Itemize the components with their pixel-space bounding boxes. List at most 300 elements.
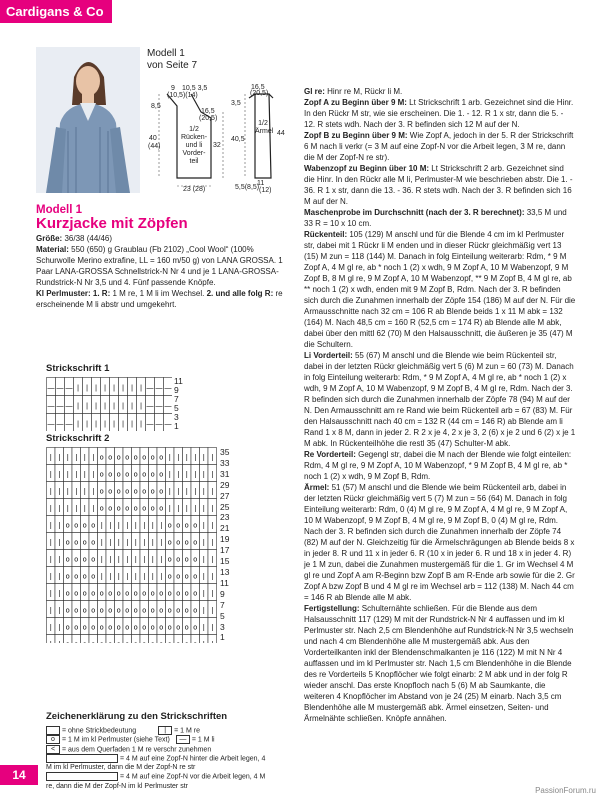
grid-symbol: | [185, 505, 188, 513]
grid-symbol: | [49, 590, 52, 598]
grid-symbol: | [202, 556, 205, 564]
grid-symbol: | [58, 471, 61, 479]
grid-symbol: | [211, 505, 214, 513]
grid-symbol: o [150, 607, 155, 615]
legend-item-5 [46, 754, 266, 772]
grid-symbol: o [159, 505, 164, 513]
row-number: 31 [220, 468, 230, 479]
instruction-heading: Fertigstellung: [304, 604, 360, 613]
grid-symbol: o [159, 488, 164, 496]
instruction-heading: Wabenzopf zu Beginn über 10 M: [304, 164, 430, 173]
instruction-heading: Maschenprobe im Durchschnitt (nach der 3. R berechnet): [304, 208, 525, 217]
section-header: Cardigans & Co [0, 0, 112, 23]
grid-symbol: o [65, 522, 70, 530]
grid-symbol [50, 641, 52, 643]
grid-symbol: o [142, 590, 147, 598]
grid-symbol: o [65, 573, 70, 581]
instruction-paragraph [304, 130, 576, 163]
grid-symbol: o [91, 607, 96, 615]
grid-symbol: o [184, 522, 189, 530]
grid-symbol: | [58, 624, 61, 632]
material-value: 550 (650) g Graublau (Fb 2102) „Cool Wool“ (100% Schurwolle Merino extrafine, LL = 160 m/50 g) von LANA GROSSA. 1 Paar LANA-GROSSA Schnellstrick-N Nr 4 und je 1 LANA-GROSSA-Rundstrick-N Nr 3,5 und 4. Fünf passende Knöpfe. [36, 245, 283, 287]
grid-symbol: | [211, 624, 214, 632]
instruction-text: Lt Strickschrift 1 arb. Gezeichnet sind die Hinr. In den Rückr M str, wie sie erscheinen. Die 1. - 12. R 1 x str, dann die 5. - 12. R stets wdh. Nach der 3. R befinden sich 12 M auf der N. [304, 98, 574, 129]
grid-symbol: | [95, 385, 97, 393]
schem-front-side2: (44) [148, 143, 161, 150]
model-photo [36, 47, 140, 193]
schem-sleeve-b1: 5,5(8,5) [235, 184, 260, 191]
grid-symbol: | [49, 505, 52, 513]
grid-symbol: o [184, 556, 189, 564]
grid-symbol [100, 641, 104, 643]
grid-symbol: | [100, 556, 103, 564]
grid-symbol: — [65, 385, 73, 393]
grid-symbol [142, 641, 146, 643]
perl-paragraph [36, 288, 284, 310]
grid-symbol: o [116, 607, 121, 615]
grid-symbol: — [155, 385, 163, 393]
schem-front-label3: und li [185, 142, 203, 149]
grid-symbol: | [66, 505, 69, 513]
material-label: Material: [36, 245, 69, 254]
schem-sleeve-b2: 11 [257, 180, 265, 187]
grid-symbol: | [122, 403, 124, 411]
grid-symbol: | [160, 522, 163, 530]
grid-symbol: | [49, 488, 52, 496]
grid-symbol: | [202, 539, 205, 547]
grid-symbol: o [167, 573, 172, 581]
left-column-text [36, 233, 284, 310]
grid-symbol: | [131, 403, 133, 411]
grid-symbol: o [167, 556, 172, 564]
grid-symbol [168, 641, 172, 643]
grid-symbol: — [155, 403, 163, 411]
grid-symbol: | [202, 505, 205, 513]
row-number: 1 [174, 421, 179, 431]
grid-symbol: | [92, 454, 95, 462]
grid-symbol: o [176, 624, 181, 632]
grid-symbol: o [159, 590, 164, 598]
grid-symbol: | [202, 471, 205, 479]
legend-item-6 [46, 772, 266, 790]
grid-symbol [151, 641, 155, 643]
grid-symbol: o [133, 607, 138, 615]
grid-symbol: | [126, 522, 129, 530]
legend-text-2: = 1 M im kl Perlmuster (siehe Text) [62, 736, 170, 744]
grid-symbol: — [56, 403, 64, 411]
grid-symbol: | [49, 573, 52, 581]
grid-symbol: | [66, 488, 69, 496]
perl-label: Kl Perlmuster: 1. R: [36, 289, 111, 298]
grid-symbol: o [167, 590, 172, 598]
grid-symbol: o [82, 624, 87, 632]
grid-symbol: o [91, 556, 96, 564]
grid-symbol: | [185, 471, 188, 479]
row-number: 5 [220, 610, 225, 621]
grid-symbol: o [91, 522, 96, 530]
grid-symbol: | [194, 471, 197, 479]
grid-symbol: | [177, 471, 180, 479]
grid-symbol: o [65, 590, 70, 598]
grid-symbol: — [146, 385, 154, 393]
grid-symbol: o [116, 471, 121, 479]
grid-symbol: | [151, 573, 154, 581]
instruction-paragraph [304, 86, 576, 97]
grid-symbol: — [164, 403, 172, 411]
row-number: 17 [220, 545, 230, 556]
grid-symbol [134, 641, 138, 643]
row-number: 7 [220, 599, 225, 610]
grid-symbol: o [159, 471, 164, 479]
grid-symbol: o [167, 607, 172, 615]
grid-symbol: o [99, 624, 104, 632]
grid-symbol: — [146, 421, 154, 429]
grid-symbol: o [65, 556, 70, 564]
instruction-heading: Li Vorderteil: [304, 351, 353, 360]
grid-symbol [125, 641, 129, 643]
legend-sym-1: | [158, 726, 172, 735]
schem-sleeve-label2: Ärmel [255, 128, 274, 135]
instruction-heading: Ärmel: [304, 483, 330, 492]
grid-symbol: | [143, 573, 146, 581]
grid-symbol: | [109, 522, 112, 530]
grid-symbol: o [133, 624, 138, 632]
grid-symbol: | [122, 385, 124, 393]
instruction-heading: Zopf A zu Beginn über 9 M: [304, 98, 407, 107]
grid-symbol: | [160, 556, 163, 564]
grid-symbol: o [125, 471, 130, 479]
grid-symbol: | [168, 471, 171, 479]
schem-sleeve-top: 16,5 [251, 84, 265, 91]
row-number: 5 [174, 403, 179, 413]
grid-symbol: o [150, 624, 155, 632]
legend-text-0: = ohne Strickbedeutung [62, 727, 137, 735]
schem-sleeve-label1: 1/2 [258, 120, 268, 127]
grid-symbol [185, 641, 189, 643]
grid-symbol: o [99, 505, 104, 513]
grid-symbol: o [193, 590, 198, 598]
grid-symbol: | [109, 573, 112, 581]
grid-symbol: o [176, 539, 181, 547]
grid-symbol: o [65, 607, 70, 615]
grid-symbol: | [202, 488, 205, 496]
row-number: 3 [174, 412, 179, 422]
grid-symbol: o [150, 590, 155, 598]
grid-symbol: | [77, 403, 79, 411]
instruction-text: Gegengl str, dabei die M nach der Blende wie folgt einteilen: Rdm, 4 M gl re, 9 M Zopf A, 10 M Wabenzopf, * 9 M Zopf B, 4 M gl re, ab * noch 1 (2) x wdh, 9 M Zopf B, Rdm. [304, 450, 572, 481]
grid-symbol: | [83, 488, 86, 496]
grid-symbol [211, 641, 213, 643]
grid-symbol: | [177, 505, 180, 513]
grid-symbol: o [108, 488, 113, 496]
row-number: 3 [220, 621, 225, 632]
row-number: 15 [220, 556, 230, 567]
grid-symbol: o [159, 624, 164, 632]
grid-symbol: o [99, 488, 104, 496]
grid-symbol: o [125, 607, 130, 615]
grid-symbol: | [100, 522, 103, 530]
schem-front-label [179, 126, 209, 166]
row-number: 27 [220, 490, 230, 501]
grid-symbol: o [99, 607, 104, 615]
grid-symbol: | [202, 624, 205, 632]
size-label: Größe: [36, 234, 63, 243]
model-title: Modell 1 [36, 204, 83, 216]
grid-symbol: | [49, 624, 52, 632]
grid-symbol: | [95, 403, 97, 411]
grid-symbol: o [82, 573, 87, 581]
instruction-text: Lt Strickschrift 2 arb. Gezeichnet sind die Hinr. In den Rückr alle M li, Perlmuster-M wie beschrieben abstr. Die 1. - 36. R 1 x str, dann die 13. - 36. R stets wdh. Nach der 3. R befinden sich 16 M auf der N. [304, 164, 573, 206]
legend-item-0 [46, 726, 136, 735]
grid-symbol: o [125, 454, 130, 462]
grid-symbol: — [146, 403, 154, 411]
grid-symbol: — [47, 403, 55, 411]
grid-symbol: o [74, 607, 79, 615]
grid-symbol: | [49, 522, 52, 530]
row-number: 29 [220, 479, 230, 490]
ref-model: Modell 1 [147, 48, 185, 59]
grid-symbol: o [150, 471, 155, 479]
schem-sleeve-label [255, 120, 274, 136]
grid-symbol: o [74, 556, 79, 564]
grid-symbol: o [74, 522, 79, 530]
grid-symbol: | [211, 539, 214, 547]
grid-symbol: | [160, 573, 163, 581]
grid-symbol: | [151, 539, 154, 547]
grid-symbol: | [134, 522, 137, 530]
instruction-text: Hinr re M, Rückr li M. [324, 87, 403, 96]
grid-symbol: o [116, 590, 121, 598]
grid-symbol: o [142, 471, 147, 479]
grid-symbol: — [65, 403, 73, 411]
grid-symbol: o [167, 539, 172, 547]
grid-symbol: o [108, 505, 113, 513]
grid-symbol: | [126, 573, 129, 581]
instruction-paragraph [304, 163, 576, 207]
instruction-heading: Gl re: [304, 87, 325, 96]
grid-symbol: | [113, 385, 115, 393]
instruction-text: Wie Zopf A, jedoch in der 5. R der Strickschrift 6 M nach li verkr (= 3 M auf eine Zopf-N vor die Arbeit legen, 3 M re, dann die M der Zopf-N re str). [304, 131, 574, 162]
grid-symbol: | [143, 522, 146, 530]
right-column-text [304, 86, 576, 724]
size-paragraph [36, 233, 284, 244]
grid-symbol: | [194, 488, 197, 496]
grid-symbol: — [56, 385, 64, 393]
grid-symbol: o [159, 454, 164, 462]
row-number: 9 [174, 385, 179, 395]
grid-symbol: o [82, 556, 87, 564]
grid-symbol: o [133, 471, 138, 479]
grid-symbol: | [58, 556, 61, 564]
grid-symbol: | [58, 522, 61, 530]
grid-symbol: o [167, 522, 172, 530]
page-number: 14 [0, 765, 38, 785]
grid-symbol: — [56, 421, 64, 429]
grid-symbol: | [140, 403, 142, 411]
grid-symbol: o [82, 522, 87, 530]
grid-symbol: | [151, 556, 154, 564]
grid-symbol: | [83, 471, 86, 479]
grid-symbol: | [131, 385, 133, 393]
grid-symbol: | [49, 471, 52, 479]
grid-symbol: o [176, 573, 181, 581]
legend-text-6: = 4 M auf eine Zopf-N vor die Arbeit legen, 4 M re, dann die M der Zopf-N im kl Perlmuster str [46, 773, 266, 790]
row-number: 25 [220, 501, 230, 512]
row-number: 7 [174, 394, 179, 404]
grid-symbol: | [77, 385, 79, 393]
grid-symbol: | [168, 488, 171, 496]
instruction-heading: Zopf B zu Beginn über 9 M: [304, 131, 408, 140]
grid-symbol: o [176, 607, 181, 615]
legend-text-4: = aus dem Querfaden 1 M re verschr zunehmen [62, 746, 212, 754]
grid-symbol: | [185, 454, 188, 462]
grid-symbol: | [202, 522, 205, 530]
grid-symbol: | [92, 505, 95, 513]
grid-symbol: o [116, 505, 121, 513]
grid-symbol: o [193, 624, 198, 632]
row-number: 19 [220, 534, 230, 545]
grid-symbol: o [125, 590, 130, 598]
grid-symbol: o [150, 505, 155, 513]
grid-symbol: o [176, 522, 181, 530]
perl2-value: re erscheinende M li abstr und umgekehrt. [36, 289, 283, 309]
schem-front-depth: 32 [213, 142, 221, 149]
legend-row-2 [46, 735, 266, 744]
grid-symbol: | [86, 385, 88, 393]
grid-symbol: | [104, 421, 106, 429]
grid-symbol: | [58, 505, 61, 513]
grid-symbol: | [134, 556, 137, 564]
grid-symbol: o [193, 539, 198, 547]
grid-symbol: | [211, 607, 214, 615]
grid-symbol: | [126, 556, 129, 564]
grid-symbol [66, 641, 70, 643]
instruction-text: Schulternähte schließen. Für die Blende aus dem Halsausschnitt 117 (129) M mit der Rundstrick-N Nr 4 auffassen und im kl Perlmuster str. Nach 2,5 cm Blendenhöhe auf Rundstrick-N Nr 3,5 wechseln und nach 4 cm Blendenhöhe alle M mustergemäß abk. Aus den Vorderteilkanten inkl der Blendenschmalkanten je 116 (122) M mit N Nr 4 auffassen und im kl Perlmuster str. Nach 1,5 cm Blendenhöhe in die Blende des re Vorderteils 5 Knopflöcher wie folgt einarb: 2 M abk und in der folg R wieder anschl. Das erste Knopfloch nach 5 (6) M ab Saumkante, die weiteren 4 Knopflöcher im Abstand von je 24 (25) M einarb. Nach 3,5 cm Blendenhöhe alle M mustergemäß abk. Ärmel einsetzen, Seiten- und Ärmelnähte schließen. Knöpfe annähen. [304, 604, 574, 723]
grid-symbol: o [91, 573, 96, 581]
row-number: 35 [220, 447, 230, 457]
legend-sym-6 [46, 772, 118, 781]
schem-front-label4: Vorder- [182, 150, 206, 157]
grid-symbol: | [86, 403, 88, 411]
instruction-text: 33,5 M und 33 R = 10 x 10 cm. [304, 208, 567, 228]
grid-symbol: | [117, 539, 120, 547]
grid-symbol: | [134, 539, 137, 547]
grid-symbol: | [143, 539, 146, 547]
schem-front-label2: Rücken- [180, 134, 208, 141]
instruction-paragraph [304, 449, 576, 482]
instruction-text: 55 (67) M anschl und die Blende wie beim Rückenteil str, dabei in der letzten Rückr gleichmäßig vert 5 (6) M zun = 60 (73) M. Danach in folg Einteilung weiterarb: Rdm, * 9 M Zopf A, 4 M gl re, ab * noch 1 (2) x wdh, 9 M Zopf A, 10 M Wabenzopf, 9 M Zopf B, 4 M gl re, Rdm. Nach der 3. R befinden sich durch die Zunahmen innerhalb der Zöpfe 78 (94) M auf der N. Den Armausschnitt am re Rand wie beim Rückenteil arb = 67 (83) M. Für den Halsausschnitt nach 40 cm = 132 R (44 cm = 146 R) ab Blende am li Rand 1 x 8 M, dann in jeder 2. R 2 x je 4, 2 x je 3, 2 (6) x je 2 und 6 (2) x je 1 M abk. In Rückenteilhöhe die restl 35 (47) Schulter-M abk. [304, 351, 576, 448]
grid-symbol [58, 641, 60, 643]
legend-item-2 [46, 735, 170, 744]
schem-sleeve-cap: 3,5 [231, 100, 241, 107]
grid-symbol: | [211, 573, 214, 581]
grid-symbol: | [104, 385, 106, 393]
legend-text-5: = 4 M auf eine Zopf-N hinter die Arbeit legen, 4 M im kl Perlmuster, dann die M der Zopf-N re str [46, 755, 266, 772]
instruction-paragraph [304, 229, 576, 350]
grid-symbol: | [211, 471, 214, 479]
grid-symbol: | [58, 454, 61, 462]
size-value: 36/38 (44/46) [62, 234, 113, 243]
grid-symbol: | [66, 454, 69, 462]
grid-symbol: | [202, 590, 205, 598]
schem-sleeve-top2: (20,5) [250, 90, 269, 97]
legend-row-1 [46, 726, 266, 735]
grid-symbol [193, 641, 197, 643]
grid-symbol: | [92, 471, 95, 479]
grid-symbol: — [164, 421, 172, 429]
grid-symbol: o [65, 539, 70, 547]
schem-front-top: 9 [171, 85, 175, 92]
grid-symbol: | [100, 539, 103, 547]
grid-symbol: | [168, 505, 171, 513]
grid-symbol: | [49, 454, 52, 462]
grid-symbol: | [168, 454, 171, 462]
row-number: 1 [220, 632, 225, 643]
schem-front-top3: (10,5)(14) [167, 92, 198, 99]
grid-symbol: o [91, 590, 96, 598]
grid-symbol: | [58, 488, 61, 496]
grid-symbol [91, 641, 95, 643]
grid-symbol: o [184, 624, 189, 632]
grid-symbol: | [66, 471, 69, 479]
grid-symbol: | [92, 488, 95, 496]
legend-title: Zeichenerklärung zu den Strickschriften [46, 711, 228, 722]
grid-symbol: o [99, 454, 104, 462]
instruction-heading: Rückenteil: [304, 230, 348, 239]
grid-symbol: o [193, 607, 198, 615]
grid-symbol [159, 641, 163, 643]
grid-symbol: o [108, 471, 113, 479]
grid-symbol: o [184, 539, 189, 547]
grid-symbol: | [58, 539, 61, 547]
grid-symbol: o [116, 454, 121, 462]
grid-symbol: | [104, 403, 106, 411]
legend-item-3 [176, 735, 215, 744]
grid-symbol: o [125, 488, 130, 496]
schem-front-shoulder2: (20,5) [199, 115, 218, 122]
grid-symbol: | [194, 454, 197, 462]
grid-symbol: | [211, 590, 214, 598]
grid-symbol: o [108, 454, 113, 462]
grid-symbol: | [140, 421, 142, 429]
grid-symbol: | [75, 471, 78, 479]
grid-symbol: | [77, 421, 79, 429]
schematic [147, 82, 297, 194]
grid-symbol: o [142, 488, 147, 496]
grid-symbol: | [100, 573, 103, 581]
row-number: 33 [220, 457, 230, 468]
grid-symbol: o [108, 624, 113, 632]
grid-symbol: — [155, 421, 163, 429]
grid-symbol: | [58, 590, 61, 598]
grid-symbol: — [65, 421, 73, 429]
grid-symbol: o [193, 556, 198, 564]
legend [46, 726, 266, 791]
grid-symbol: o [91, 624, 96, 632]
grid-symbol: — [164, 385, 172, 393]
grid-symbol: o [159, 607, 164, 615]
grid-symbol: | [151, 522, 154, 530]
grid-symbol: o [65, 624, 70, 632]
grid-symbol [176, 641, 180, 643]
grid-symbol: o [74, 539, 79, 547]
instruction-text: 105 (129) M anschl und für die Blende 4 cm im kl Perlmuster str, dabei mit 1 Rückr li M enden und in dieser Rückr gleichmäßig vert 13 (15) M zun = 118 (144) M. Danach in folg Einteilung weiterarb: Rdm, * 9 M Zopf A, 4 M gl re, ab * noch 1 (2) x wdh, 9 M Zopf A, 10 M Wabenzopf, 9 M Zopf B, 8 M gl re, 9 M Zopf A, 10 M Wabenzopf, ** 9 M Zopf B, 4 M gl re, ab ** noch 1 (2) x wdh, enden mit 9 M Zopf B, Rdm. Nach der 3. R befinden sich durch die Zunahmen innerhalb der Zöpfe 154 (186) M auf der N. Für die Armausschnitte nach 32 cm = 106 R ab Blende beids 1 x 11 M abk = 132 (164) M. Nach 48,5 cm = 160 R (52,5 cm = 174 R) ab Blende alle M abk, dabei über den mittl 62 (70) M den Halsausschnitt, die äußeren je 35 (47) M die Schultern. [304, 230, 576, 349]
grid-symbol: o [150, 454, 155, 462]
grid-symbol: o [133, 454, 138, 462]
grid-symbol: | [185, 488, 188, 496]
chart1-row-labels [174, 377, 183, 431]
grid-symbol: | [49, 539, 52, 547]
